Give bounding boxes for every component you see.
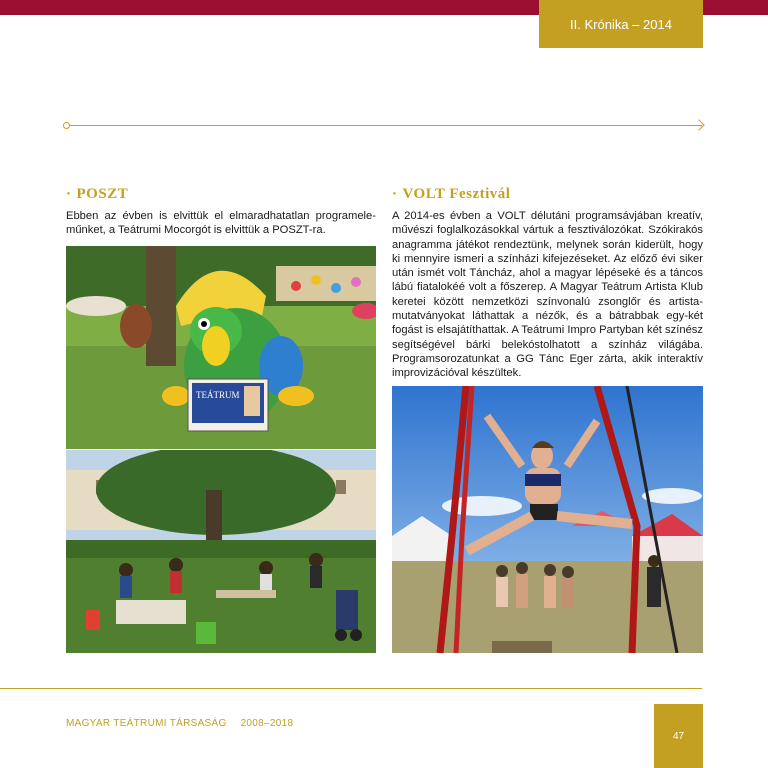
volt-body-text: A 2014-es évben a VOLT délutáni programsávjában kreatív, művészi foglalkozásokkal vártuk a fesztiválozókat. Szókirakós anagramma játékot rendeztünk, melynek során kiderült, hogy ki mennyire ismeri a színházi kifejezéseket. Az előző évi siker után ismét volt Táncház, ahol a magyar lépéseké és a táncos lábú fiatalokéé volt a főszerep. A Magyar Teátrum Artista Klub keretei között nemzetközi színvonalú zsonglőr és artista-mutatványokat láthattak a nézők, és a bátrabbak egy-két fogást is elsajátíthattak. A Teátrumi Impro Partyban két színész segítségével bárki belekóstolhatott a színház világába. Programsorozatunkat a GG Tánc Eger zárta, akik interaktív improvizációval készültek. bbox=[392, 210, 703, 380]
page-number: 47 bbox=[654, 704, 703, 768]
footer-divider bbox=[0, 688, 702, 689]
section-title-poszt: · POSZT bbox=[66, 186, 129, 202]
photo-parrot-toy bbox=[66, 246, 376, 449]
section-title-volt: · VOLT Fesztivál bbox=[392, 186, 511, 202]
poszt-body-text: Ebben az évben is elvittük el elmaradhatatlan programele-műnket, a Teátrumi Mocorgót is elvittük a POSZT-ra. bbox=[66, 210, 376, 237]
divider-line bbox=[66, 125, 702, 126]
magazine-cover-title: TEÁTRUM bbox=[196, 390, 240, 400]
divider-dot-icon bbox=[63, 122, 70, 129]
chapter-label: II. Krónika – 2014 bbox=[539, 0, 703, 48]
divider-arrow-icon bbox=[693, 119, 704, 130]
photo-park-gathering bbox=[66, 450, 376, 653]
footer-organization: MAGYAR TEÁTRUMI TÁRSASÁG 2008–2018 bbox=[66, 718, 294, 729]
photo-aerial-acrobat bbox=[392, 386, 703, 653]
